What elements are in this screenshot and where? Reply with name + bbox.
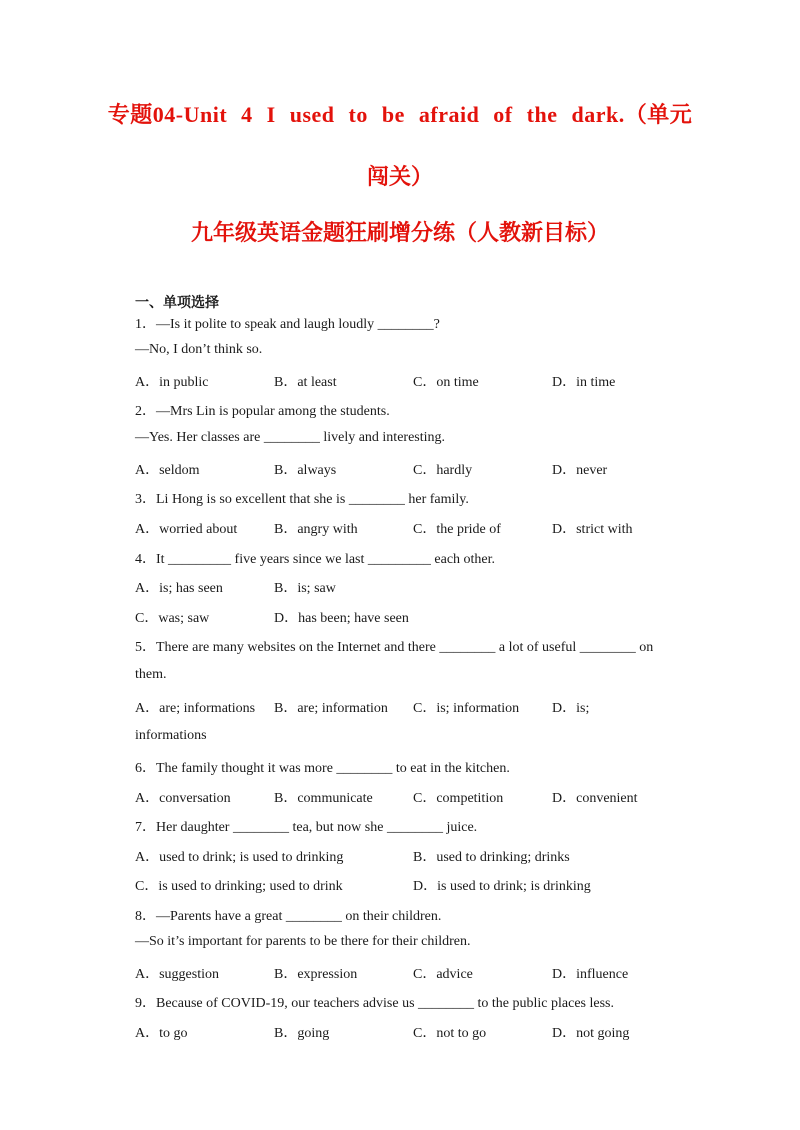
q7-option-a[interactable]: A．used to drink; is used to drinking xyxy=(135,850,344,865)
q1-option-a[interactable]: A．in public xyxy=(135,375,209,390)
q3-option-a[interactable]: A．worried about xyxy=(135,522,238,537)
question-5-stem-cont: them. xyxy=(135,667,167,682)
q2-option-c[interactable]: C．hardly xyxy=(413,463,473,478)
q8-option-c[interactable]: C．advice xyxy=(413,967,473,982)
q3-option-b[interactable]: B．angry with xyxy=(274,522,358,537)
q5-option-d-cont: informations xyxy=(135,728,207,743)
q8-option-b[interactable]: B．expression xyxy=(274,967,358,982)
q2-option-d[interactable]: D．never xyxy=(552,463,608,478)
question-5-stem: 5．There are many websites on the Internet and there ________ a lot of useful ________ on xyxy=(135,640,654,655)
q7-option-b[interactable]: B．used to drinking; drinks xyxy=(413,850,570,865)
q4-option-b[interactable]: B．is; saw xyxy=(274,581,336,596)
q6-option-c[interactable]: C．competition xyxy=(413,791,504,806)
q1-option-d[interactable]: D．in time xyxy=(552,375,616,390)
question-4-stem: 4．It _________ five years since we last _________ each other. xyxy=(135,552,496,567)
question-3-stem: 3．Li Hong is so excellent that she is ________ her family. xyxy=(135,492,469,507)
q9-option-d[interactable]: D．not going xyxy=(552,1026,630,1041)
q2-option-b[interactable]: B．always xyxy=(274,463,337,478)
q9-option-b[interactable]: B．going xyxy=(274,1026,330,1041)
q3-option-c[interactable]: C．the pride of xyxy=(413,522,501,537)
question-1-reply: —No, I don’t think so. xyxy=(135,342,263,357)
q1-option-c[interactable]: C．on time xyxy=(413,375,479,390)
q5-option-b[interactable]: B．are; information xyxy=(274,701,388,716)
q5-option-d[interactable]: D．is; xyxy=(552,701,590,716)
question-9-stem: 9．Because of COVID-19, our teachers advise us ________ to the public places less. xyxy=(135,996,614,1011)
q8-option-a[interactable]: A．suggestion xyxy=(135,967,219,982)
q4-option-d[interactable]: D．has been; have seen xyxy=(274,611,409,626)
question-8-reply: —So it’s important for parents to be there for their children. xyxy=(135,934,471,949)
q6-option-a[interactable]: A．conversation xyxy=(135,791,231,806)
q1-option-b[interactable]: B．at least xyxy=(274,375,337,390)
q2-option-a[interactable]: A．seldom xyxy=(135,463,200,478)
q4-option-a[interactable]: A．is; has seen xyxy=(135,581,223,596)
q4-option-c[interactable]: C．was; saw xyxy=(135,611,210,626)
question-1-stem: 1．—Is it polite to speak and laugh loudly ________? xyxy=(135,317,440,332)
title-line-2: 闯关） xyxy=(366,164,433,189)
question-8-stem: 8．—Parents have a great ________ on their children. xyxy=(135,909,442,924)
q6-option-b[interactable]: B．communicate xyxy=(274,791,373,806)
question-6-stem: 6．The family thought it was more ________ to eat in the kitchen. xyxy=(135,761,510,776)
subtitle: 九年级英语金题狂刷增分练（人教新目标） xyxy=(190,220,609,245)
q5-option-a[interactable]: A．are; informations xyxy=(135,701,256,716)
q8-option-d[interactable]: D．influence xyxy=(552,967,629,982)
q3-option-d[interactable]: D．strict with xyxy=(552,522,633,537)
section-heading: 一、单项选择 xyxy=(135,295,219,311)
title-line-1: 专题04-Unit 4 I used to be afraid of the dark.（单元 xyxy=(107,102,693,127)
q5-option-c[interactable]: C．is; information xyxy=(413,701,520,716)
q6-option-d[interactable]: D．convenient xyxy=(552,791,638,806)
q9-option-c[interactable]: C．not to go xyxy=(413,1026,487,1041)
question-2-stem: 2．—Mrs Lin is popular among the students. xyxy=(135,404,390,419)
question-7-stem: 7．Her daughter ________ tea, but now she ________ juice. xyxy=(135,820,478,835)
question-2-reply: —Yes. Her classes are ________ lively and interesting. xyxy=(135,430,446,445)
q7-option-d[interactable]: D．is used to drink; is drinking xyxy=(413,879,591,894)
q9-option-a[interactable]: A．to go xyxy=(135,1026,188,1041)
q7-option-c[interactable]: C．is used to drinking; used to drink xyxy=(135,879,343,894)
